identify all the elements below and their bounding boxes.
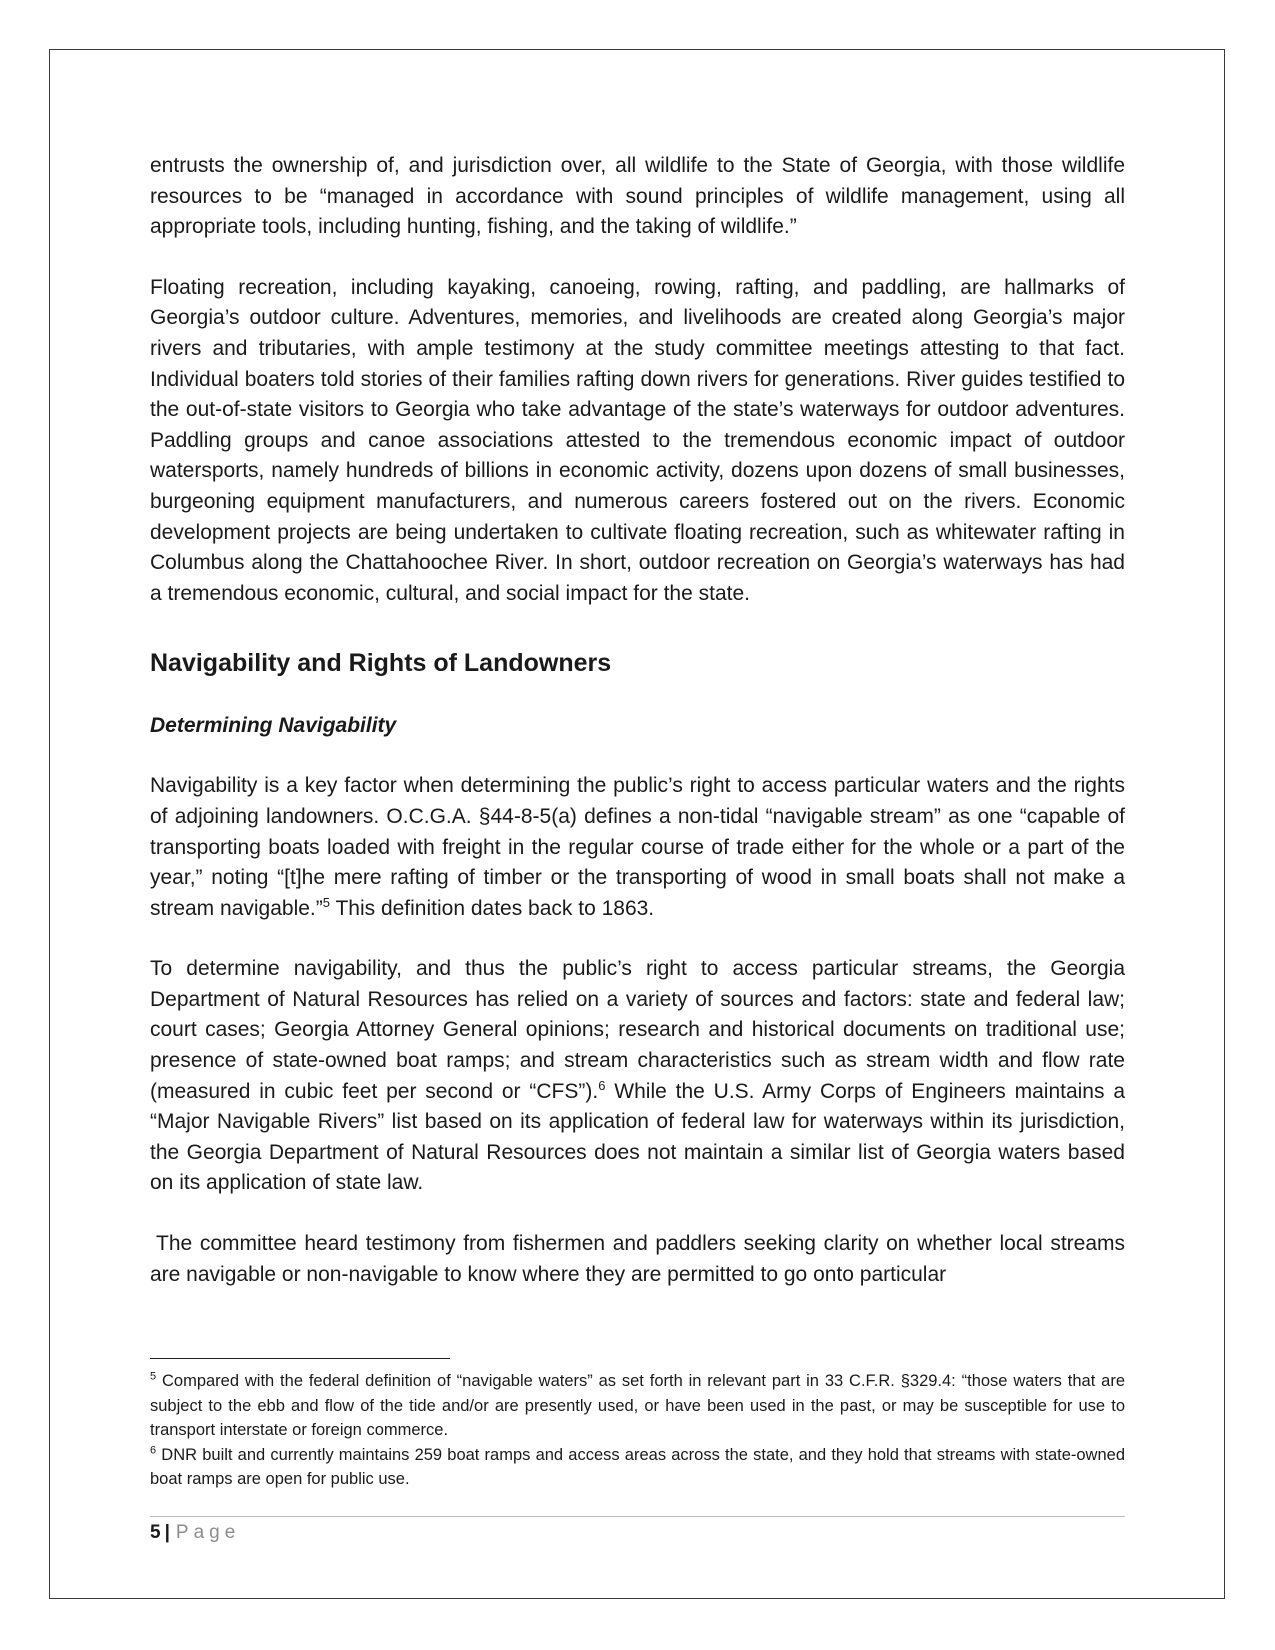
paragraph-navigability-definition xyxy=(150,771,1125,924)
paragraph-committee-testimony: The committee heard testimony from fishermen and paddlers seeking clarity on whether local streams are navigable or non-navigable to know where they are permitted to go onto particular xyxy=(150,1232,1125,1286)
footnote-reference-5[interactable]: 5 xyxy=(322,894,330,910)
footnote-text: Compared with the federal definition of “navigable waters” as set forth in relevant part in 33 C.F.R. §329.4: “those waters that are subject to the ebb and flow of the tide and/or are presently used, or have been used in the past, or may be susceptible for use to transport interstate or foreign commerce. xyxy=(150,1372,1125,1439)
paragraph-text: Navigability is a key factor when determining the public’s right to access particular waters and the rights of adjoining landowners. O.C.G.A. §44-8-5(a) defines a non-tidal “navigable stream” as one “capable of transporting boats loaded with freight in the regular course of trade either for the whole or a part of the year,” noting “[t]he mere rafting of timber or the transporting of wood in small boats shall not make a stream navigable.” xyxy=(150,774,1125,920)
footnote-mark: 6 xyxy=(150,1444,157,1456)
footnote-mark: 5 xyxy=(150,1370,157,1383)
page-label: Page xyxy=(175,1522,241,1543)
footer-divider xyxy=(150,1516,1125,1517)
footnotes xyxy=(150,1369,1125,1492)
paragraph-text: While the U.S. Army Corps of Engineers maintains a “Major Navigable Rivers” list based on its application of federal law for waterways within its jurisdiction, the Georgia Department of Natural Resources does not maintain a similar list of Georgia waters based on its application of state law. xyxy=(150,1079,1125,1195)
footnote-reference-6[interactable]: 6 xyxy=(598,1077,606,1093)
footnote-5 xyxy=(150,1369,1125,1443)
footer-separator: | xyxy=(164,1522,170,1543)
paragraph-dnr-sources xyxy=(150,954,1125,1199)
subsection-heading: Determining Navigability xyxy=(150,714,397,738)
paragraph-floating-recreation: Floating recreation, including kayaking, canoeing, rowing, rafting, and paddling, are hallmarks of Georgia’s outdoor culture. Adventures, memories, and livelihoods are created along Georgia’s major rivers and tributaries, with ample testimony at the study committee meetings attesting to that fact. Individual boaters told stories of their families rafting down rivers for generations. River guides testified to the out-of-state visitors to Georgia who take advantage of the state’s waterways for outdoor adventures. Paddling groups and canoe associations attested to the tremendous economic impact of outdoor watersports, namely hundreds of billions in economic activity, dozens upon dozens of small businesses, burgeoning equipment manufacturers, and numerous careers fostered out on the rivers. Economic development projects are being undertaken to cultivate floating recreation, such as whitewater rafting in Columbus along the Chattahoochee River. In short, outdoor recreation on Georgia’s waterways has had a tremendous economic, cultural, and social impact for the state. xyxy=(150,275,1125,605)
section-heading: Navigability and Rights of Landowners xyxy=(150,649,612,678)
paragraph-text: This definition dates back to 1863. xyxy=(329,896,655,920)
page-body xyxy=(150,151,1125,1290)
paragraph-text: To determine navigability, and thus the public’s right to access particular streams, the Georgia Department of Natural Resources has relied on a variety of sources and factors: state and federal law; court cases; Georgia Attorney General opinions; research and historical documents on traditional use; presence of state-owned boat ramps; and stream characteristics such as stream width and flow rate (measured in cubic feet per second or “CFS”). xyxy=(150,957,1125,1103)
footnote-text: DNR built and currently maintains 259 boat ramps and access areas across the state, and they hold that streams with state-owned boat ramps are open for public use. xyxy=(150,1445,1125,1488)
footnote-6 xyxy=(150,1443,1125,1492)
paragraph-wildlife-ownership: entrusts the ownership of, and jurisdiction over, all wildlife to the State of Georgia, with those wildlife resources to be “managed in accordance with sound principles of wildlife management, using all appropriate tools, including hunting, fishing, and the taking of wildlife.” xyxy=(150,154,1125,239)
page-footer xyxy=(150,1520,240,1546)
page-number: 5 xyxy=(150,1522,161,1543)
footnote-separator xyxy=(150,1358,450,1359)
